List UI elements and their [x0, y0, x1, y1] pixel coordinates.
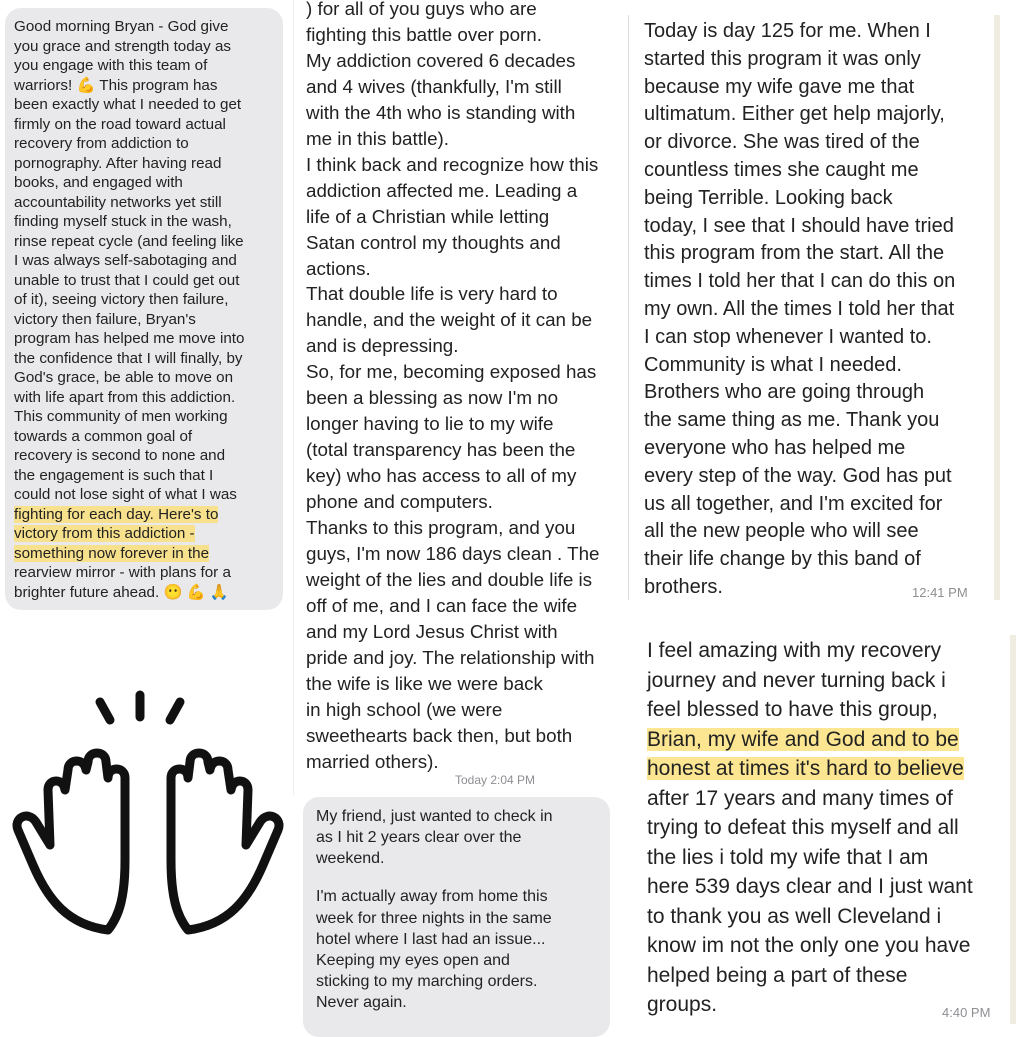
text-line: Keeping my eyes open and	[316, 952, 510, 970]
text-line-row	[306, 411, 625, 437]
text-line: and 4 wives (thankfully, I'm still	[306, 75, 562, 97]
text-line-row	[14, 329, 283, 349]
text-line: could not lose sight of what I was	[14, 486, 237, 503]
text-line-row	[316, 929, 610, 950]
text-line: actions.	[306, 257, 371, 279]
text-line-row	[14, 56, 283, 76]
text-line-row	[644, 435, 994, 463]
text-line: the wife is like we were back	[306, 672, 543, 694]
text-line: all the new people who will see	[644, 520, 919, 543]
text-line-row	[14, 232, 283, 252]
text-line-row	[647, 872, 1010, 902]
text-line: every step of the way. God has put	[644, 464, 952, 487]
text-line: after 17 years and many times of	[647, 786, 953, 810]
text-line: us all together, and I'm excited for	[644, 492, 943, 515]
text-line-row	[306, 749, 625, 775]
text-line: longer having to lie to my wife	[306, 413, 554, 435]
text-line-row	[647, 754, 1010, 784]
text-line-row	[306, 126, 625, 152]
text-line-row	[647, 843, 1010, 873]
raised-hands-icon	[8, 690, 288, 940]
text-line-row	[647, 931, 1010, 961]
text-line: week for three nights in the same	[316, 909, 552, 927]
text-line: journey and never turning back i	[647, 668, 946, 692]
text-line-row	[14, 251, 283, 271]
text-line-row	[644, 213, 994, 241]
text-line-row	[316, 971, 610, 992]
text-line-row	[14, 427, 283, 447]
text-line-row	[644, 185, 994, 213]
text-line-row	[14, 17, 283, 37]
text-line: warriors! 💪 This program has	[14, 76, 218, 94]
text-line-row	[306, 74, 625, 100]
text-line: fighting for each day. Here's to	[14, 505, 219, 523]
text-line: in high school (we were	[306, 698, 503, 720]
testimonial-bubble-1	[5, 8, 283, 610]
timestamp: 12:41 PM	[912, 585, 968, 600]
text-line-row	[14, 173, 283, 193]
timestamp: 4:40 PM	[942, 1005, 991, 1020]
text-line: finding myself stuck in the wash,	[14, 213, 232, 230]
text-line-row	[306, 723, 625, 749]
text-line: pornography. After having read	[14, 154, 222, 172]
text-line: life of a Christian while letting	[306, 205, 550, 227]
text-line-row	[647, 695, 1010, 725]
text-line-row	[644, 463, 994, 491]
text-line-row	[306, 515, 625, 541]
text-line: know im not the only one you have	[647, 934, 971, 957]
text-line-row	[644, 129, 994, 157]
text-line: I can stop whenever I wanted to.	[644, 325, 932, 348]
text-line-row	[644, 74, 994, 102]
text-line-row	[306, 437, 625, 463]
text-line: fighting this battle over porn.	[306, 23, 542, 45]
text-line: Thanks to this program, and you	[306, 517, 576, 539]
text-line-row	[316, 992, 610, 1013]
text-line: ) for all of you guys who are	[306, 0, 537, 19]
text-line: guys, I'm now 186 days clean . The	[306, 543, 600, 565]
timestamp: Today 2:04 PM	[455, 773, 536, 787]
text-line-row	[644, 101, 994, 129]
text-line: or divorce. She was tired of the	[644, 131, 920, 154]
text-line: My addiction covered 6 decades	[306, 49, 576, 71]
text-line: Community is what I needed.	[644, 353, 902, 376]
text-line: because my wife gave me that	[644, 75, 915, 98]
text-line: This community of men working	[14, 408, 228, 425]
text-line: as I hit 2 years clear over the	[316, 829, 522, 847]
text-line: I feel amazing with my recovery	[647, 639, 942, 662]
text-line: married others).	[306, 750, 439, 772]
text-line: here 539 days clear and I just want	[647, 875, 973, 898]
text-line-row	[14, 368, 283, 388]
text-line: everyone who has helped me	[644, 436, 906, 459]
text-line-row	[14, 193, 283, 213]
text-line: countless times she caught me	[644, 158, 919, 181]
text-line-row	[14, 563, 283, 583]
text-line: victory from this addiction -	[14, 525, 195, 542]
text-line: the lies i told my wife that I am	[647, 845, 929, 869]
text-line: brighter future ahead. 😶 💪 🙏	[14, 583, 229, 601]
text-line-row	[306, 489, 625, 515]
text-line: sweethearts back then, but both	[306, 724, 573, 746]
text-line-row	[14, 271, 283, 291]
text-line: recovery from addiction to	[14, 135, 189, 152]
text-line: I think back and recognize how this	[306, 153, 599, 175]
text-line-row	[644, 240, 994, 268]
text-line-row	[306, 333, 625, 359]
text-line-row	[647, 636, 1010, 666]
text-line: the confidence that I will finally, by	[14, 349, 243, 367]
text-line-row	[14, 485, 283, 505]
text-line: sticking to my marching orders.	[316, 973, 538, 991]
text-line-row	[644, 18, 994, 46]
text-line: rearview mirror - with plans for a	[14, 564, 231, 581]
text-line: towards a common goal of	[14, 427, 193, 445]
text-line: victory then failure, Bryan's	[14, 310, 196, 328]
text-line-row	[14, 388, 283, 408]
text-line-row	[644, 546, 994, 574]
text-line-row	[306, 152, 625, 178]
text-line-row	[14, 544, 283, 564]
text-line-row	[14, 76, 283, 96]
text-line: with the 4th who is standing with	[306, 101, 576, 123]
text-line: hotel where I last had an issue...	[316, 930, 546, 948]
text-line: brothers.	[644, 575, 723, 598]
text-line-row	[644, 324, 994, 352]
text-line: firmly on the road toward actual	[14, 115, 226, 133]
text-line-row	[306, 230, 625, 256]
text-line-row	[647, 725, 1010, 755]
text-line: rinse repeat cycle (and feeling like	[14, 232, 244, 250]
text-line-row	[14, 407, 283, 427]
text-line-row	[316, 950, 610, 971]
text-line: times I told her that I can do this on	[644, 270, 956, 293]
text-line-row	[306, 281, 625, 307]
text-line-row	[644, 296, 994, 324]
text-line: program has helped me move into	[14, 330, 245, 347]
text-line-row	[14, 95, 283, 115]
text-line: handle, and the weight of it can be	[306, 309, 593, 331]
text-line: me in this battle).	[306, 127, 450, 149]
text-line-row	[306, 100, 625, 126]
text-line-row	[306, 204, 625, 230]
text-line: ultimatum. Either get help majorly,	[644, 103, 945, 126]
text-line-row	[644, 268, 994, 296]
text-line-row	[306, 0, 625, 22]
text-line: Good morning Bryan - God give	[14, 18, 229, 35]
text-line: Today is day 125 for me. When I	[644, 20, 931, 42]
text-line: Never again.	[316, 994, 407, 1012]
text-line-row	[644, 518, 994, 546]
text-line-row	[14, 290, 283, 310]
text-line-row	[306, 645, 625, 671]
text-line-row	[306, 359, 625, 385]
text-line: Brothers who are going through	[644, 381, 925, 404]
text-line: with life apart from this addiction.	[14, 388, 236, 406]
text-line: you grace and strength today as	[14, 37, 231, 55]
text-line: to thank you as well Cleveland i	[647, 904, 942, 928]
text-line-row	[14, 134, 283, 154]
text-line: been exactly what I needed to get	[14, 96, 242, 113]
text-line-row	[14, 349, 283, 369]
text-line: God's grace, be able to move on	[14, 369, 234, 386]
text-line-row	[306, 307, 625, 333]
text-line: Satan control my thoughts and	[306, 231, 561, 253]
text-line: groups.	[647, 993, 718, 1016]
text-line-row	[14, 583, 283, 603]
text-line-row	[306, 22, 625, 48]
text-line: today, I see that I should have tried	[644, 214, 954, 237]
text-line: pride and joy. The relationship with	[306, 646, 595, 668]
text-line-row	[14, 310, 283, 330]
text-line: I'm actually away from home this	[316, 888, 548, 906]
text-line: weekend.	[316, 850, 385, 868]
text-line: accountability networks yet still	[14, 193, 222, 211]
text-line-row	[14, 154, 283, 174]
text-line: off of me, and I can face the wife	[306, 594, 578, 616]
text-line-row	[14, 446, 283, 466]
text-line: something now forever in the	[14, 544, 210, 562]
text-line: and my Lord Jesus Christ with	[306, 620, 558, 642]
text-line: this program from the start. All the	[644, 242, 945, 265]
text-line: being Terrible. Looking back	[644, 186, 893, 209]
testimonial-bubble-5	[303, 797, 610, 1037]
text-line-row	[316, 806, 610, 827]
text-line: So, for me, becoming exposed has	[306, 361, 597, 383]
text-line-row	[647, 813, 1010, 843]
text-line-row	[647, 961, 1010, 991]
text-line-row	[644, 46, 994, 74]
text-line: phone and computers.	[306, 491, 493, 513]
text-line-row	[306, 463, 625, 489]
text-line-row	[306, 256, 625, 282]
text-line-row	[14, 466, 283, 486]
text-line-row	[647, 666, 1010, 696]
text-line: weight of the lies and double life is	[306, 568, 593, 590]
testimonial-message-4	[636, 635, 1016, 1024]
text-line: their life change by this band of	[644, 548, 921, 571]
text-line: recovery is second to none and	[14, 447, 226, 464]
text-line: you engage with this team of	[14, 57, 208, 74]
text-line-row	[644, 407, 994, 435]
text-line-row	[306, 385, 625, 411]
text-line-row	[644, 491, 994, 519]
text-line: of it), seeing victory then failure,	[14, 291, 229, 308]
text-line: and is depressing.	[306, 335, 459, 357]
testimonial-message-2	[293, 0, 625, 795]
text-line: trying to defeat this myself and all	[647, 816, 959, 839]
text-line: (total transparency has been the	[306, 439, 576, 461]
text-line-row	[306, 48, 625, 74]
text-line-row	[14, 212, 283, 232]
text-line: addiction affected me. Leading a	[306, 179, 578, 201]
text-line-row	[306, 671, 625, 697]
text-line-row	[306, 697, 625, 723]
text-line: honest at times it's hard to believe	[647, 757, 964, 780]
text-line-row	[14, 115, 283, 135]
text-line-row	[644, 352, 994, 380]
text-line: That double life is very hard to	[306, 283, 558, 305]
testimonial-message-3	[628, 15, 1000, 600]
text-line: I was always self-sabotaging and	[14, 252, 237, 269]
text-line-row	[316, 908, 610, 929]
text-line: key) who has access to all of my	[306, 465, 577, 487]
text-line-row	[316, 848, 610, 869]
text-line-row	[306, 178, 625, 204]
text-line-row	[316, 870, 610, 887]
text-line-row	[647, 902, 1010, 932]
text-line-row	[316, 827, 610, 848]
text-line: the same thing as me. Thank you	[644, 409, 940, 432]
text-line: the engagement is such that I	[14, 466, 214, 484]
text-line: been a blessing as now I'm no	[306, 387, 559, 409]
text-line-row	[306, 567, 625, 593]
text-line: helped being a part of these	[647, 963, 908, 987]
text-line-row	[306, 619, 625, 645]
text-line: started this program it was only	[644, 47, 921, 70]
text-line: My friend, just wanted to check in	[316, 808, 553, 825]
text-line: feel blessed to have this group,	[647, 698, 938, 721]
text-line-row	[644, 379, 994, 407]
text-line: unable to trust that I could get out	[14, 271, 240, 289]
text-line: Brian, my wife and God and to be	[647, 727, 959, 751]
text-line-row	[316, 886, 610, 907]
text-line-row	[306, 593, 625, 619]
text-line-row	[14, 37, 283, 57]
text-line: books, and engaged with	[14, 174, 183, 191]
text-line-row	[644, 157, 994, 185]
text-line-row	[14, 524, 283, 544]
text-line-row	[306, 541, 625, 567]
text-line-row	[14, 505, 283, 525]
text-line: my own. All the times I told her that	[644, 297, 955, 320]
text-line-row	[647, 784, 1010, 814]
